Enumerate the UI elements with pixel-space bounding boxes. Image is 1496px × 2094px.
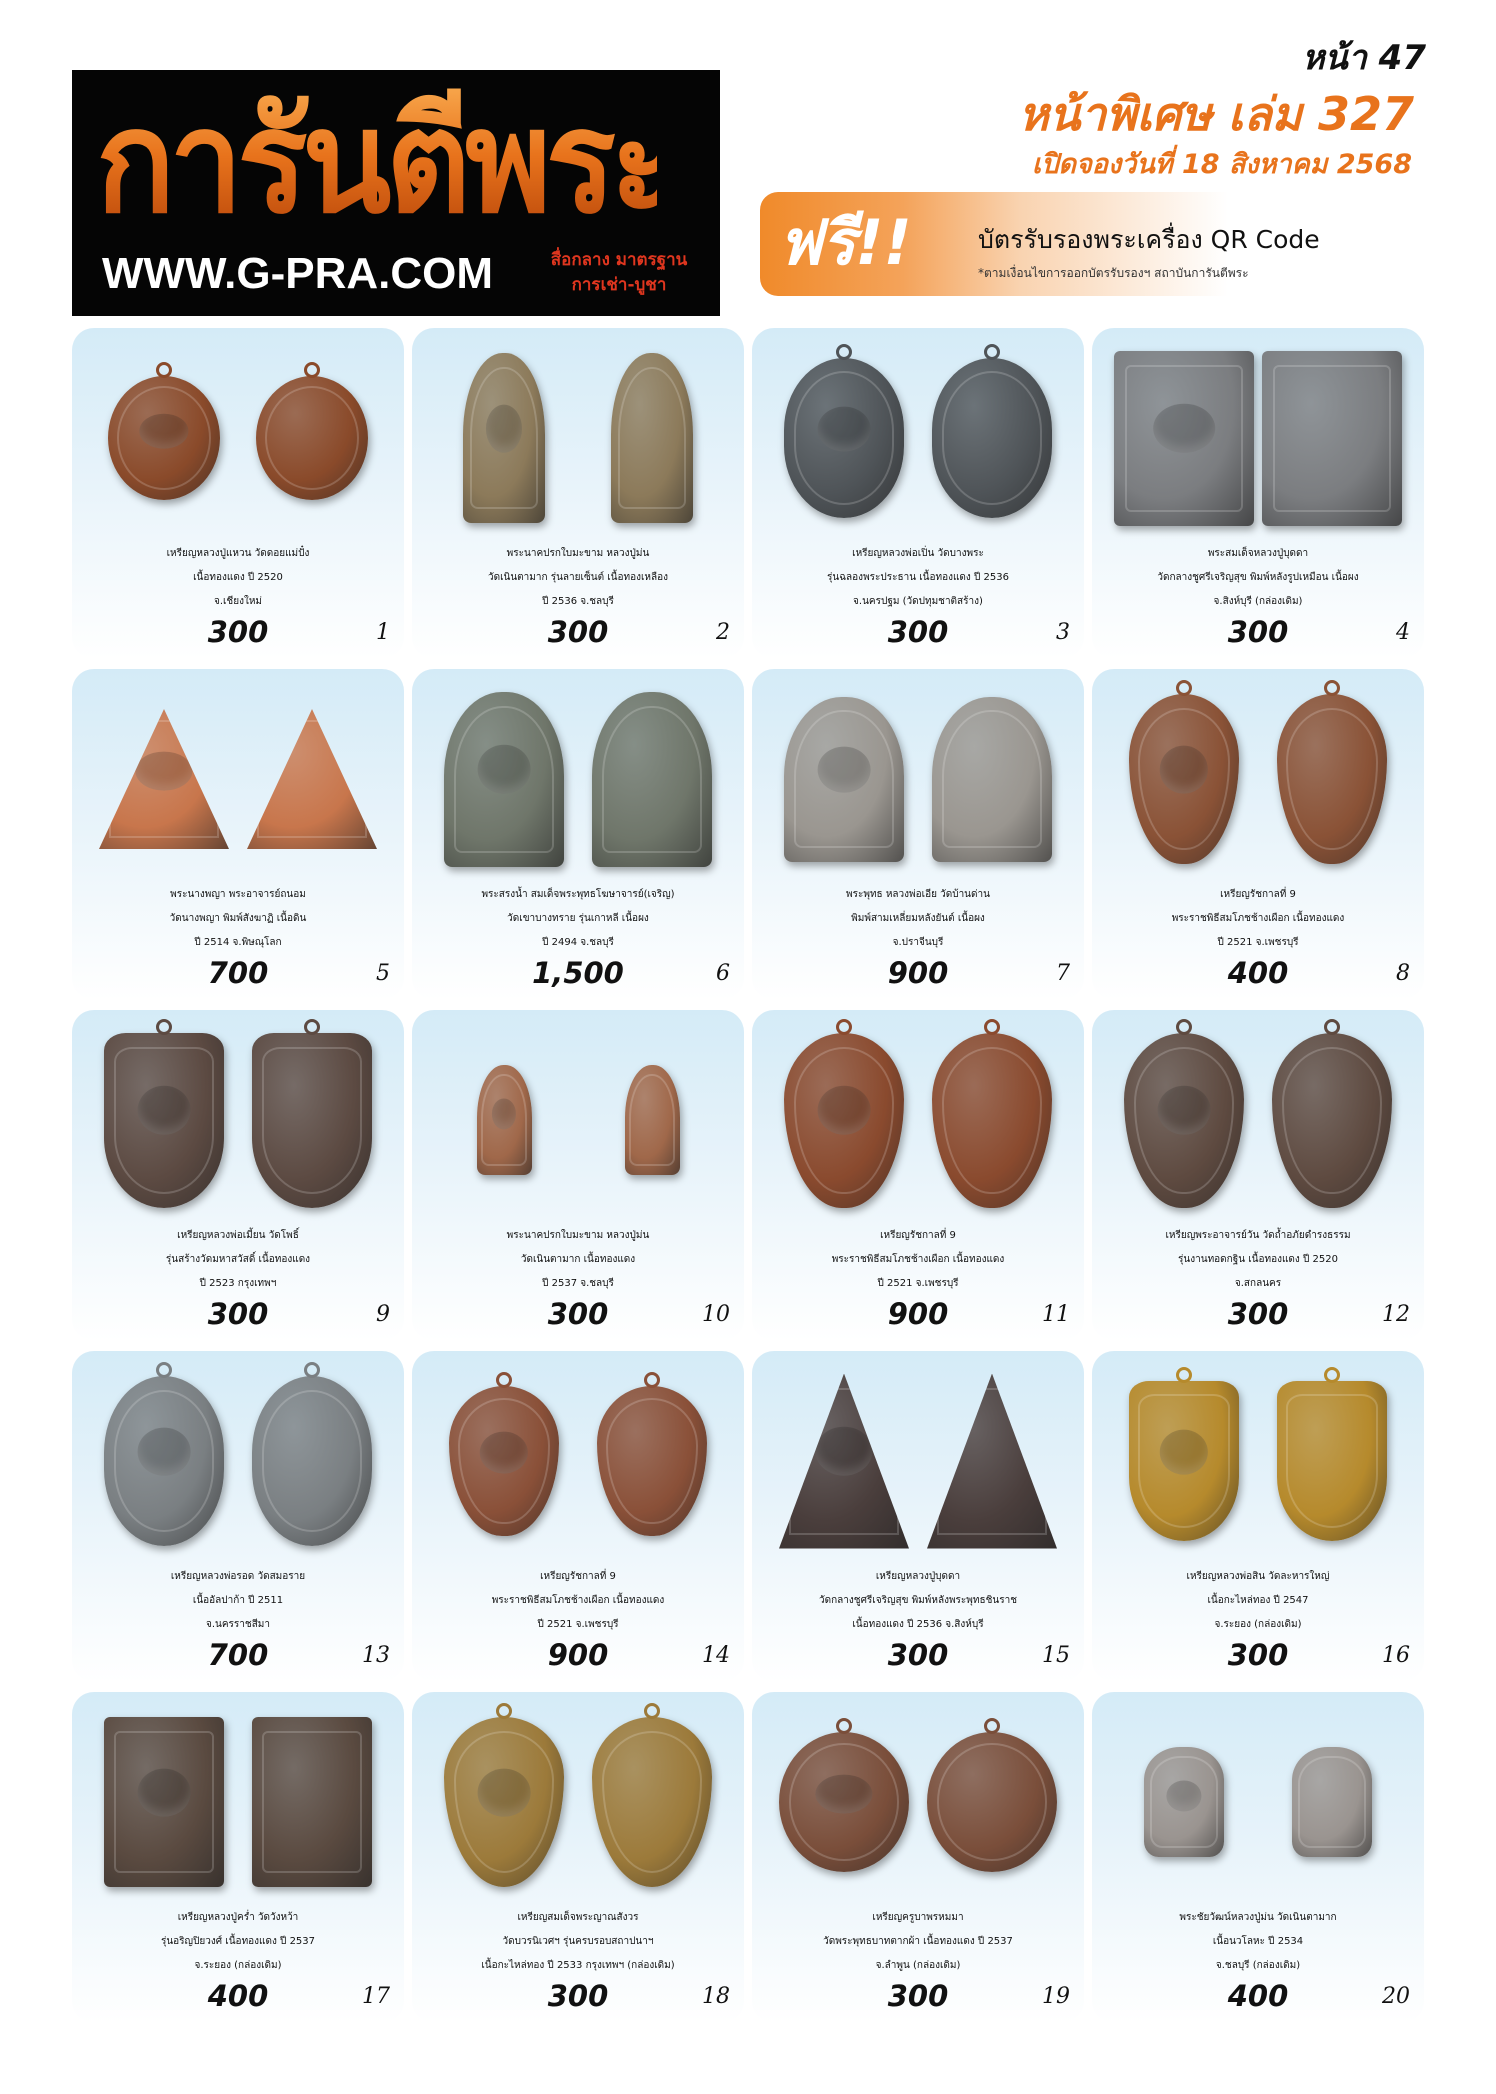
amulet-detail-line: พิมพ์สามเหลี่ยมหลังยันต์ เนื้อผง (851, 913, 985, 924)
amulet-photos (1092, 677, 1424, 867)
amulet-front-photo (784, 358, 904, 518)
amulet-detail-line: เนื้อกะไหล่ทอง ปี 2547 (1207, 1595, 1309, 1606)
amulet-price: 300 (207, 1297, 269, 1331)
amulet-photos (72, 1359, 404, 1549)
amulet-photos (72, 1018, 404, 1208)
amulet-front-photo (1129, 694, 1239, 864)
amulet-description (1098, 542, 1418, 614)
item-number: 15 (1042, 1643, 1070, 1668)
item-number: 11 (1042, 1302, 1070, 1327)
amulet-front-photo (1129, 1381, 1239, 1541)
amulet-description (418, 1906, 738, 1978)
amulet-front-photo (104, 1376, 224, 1546)
amulet-price: 300 (887, 615, 949, 649)
item-number: 7 (1056, 961, 1070, 986)
amulet-detail-line: วัดเนินตามาก รุ่นลายเซ็นต์ เนื้อทองเหลือง (487, 572, 669, 583)
amulet-description (78, 542, 398, 614)
amulet-detail-line: เนื้อทองแดง ปี 2536 จ.สิงห์บุรี (852, 1619, 984, 1630)
amulet-detail-line: รุ่นงานทอดกฐิน เนื้อทองแดง ปี 2520 (1178, 1254, 1338, 1265)
amulet-front-photo (1144, 1747, 1224, 1857)
amulet-card[interactable] (1092, 1351, 1424, 1682)
amulet-description (418, 883, 738, 955)
amulet-photos (412, 1018, 744, 1208)
item-number: 4 (1396, 620, 1410, 645)
amulet-back-photo (256, 376, 368, 500)
amulet-price: 300 (887, 1638, 949, 1672)
amulet-card[interactable] (72, 1692, 404, 2023)
amulet-description (758, 542, 1078, 614)
amulet-front-photo (784, 1033, 904, 1208)
amulet-detail-line: วัดบวรนิเวศฯ รุ่นครบรอบสถาปนาฯ (502, 1936, 654, 1947)
logo-tagline (524, 248, 714, 302)
amulet-detail-line: ปี 2514 จ.พิษณุโลก (194, 937, 282, 948)
amulet-name: เหรียญหลวงพ่อสิน วัดละหารใหญ่ (1186, 1571, 1330, 1582)
amulet-catalog-grid (72, 328, 1426, 2023)
amulet-detail-line: จ.ลำพูน (กล่องเดิม) (875, 1960, 961, 1971)
amulet-detail-line: ปี 2521 จ.เพชรบุรี (877, 1278, 959, 1289)
amulet-card[interactable] (752, 328, 1084, 659)
amulet-front-photo (108, 376, 220, 500)
amulet-name: พระชัยวัฒน์หลวงปู่ม่น วัดเนินตามาก (1179, 1912, 1337, 1923)
logo-url[interactable]: WWW.G-PRA.COM (102, 249, 494, 298)
amulet-name: เหรียญหลวงพ่อรอด วัดสมอราย (170, 1571, 306, 1582)
item-number: 2 (716, 620, 730, 645)
amulet-detail-line: รุ่นฉลองพระประธาน เนื้อทองแดง ปี 2536 (827, 572, 1009, 583)
amulet-price: 400 (207, 1979, 269, 2013)
amulet-front-photo (1124, 1033, 1244, 1208)
amulet-price: 300 (547, 1979, 609, 2013)
amulet-name: เหรียญหลวงปู่คร่ำ วัดวังหว้า (177, 1912, 299, 1923)
amulet-name: พระพุทธ หลวงพ่อเอีย วัดบ้านด่าน (846, 889, 990, 900)
amulet-price: 300 (547, 1297, 609, 1331)
amulet-description (1098, 1906, 1418, 1978)
amulet-photos (752, 1700, 1084, 1890)
amulet-photos (752, 1018, 1084, 1208)
amulet-price: 300 (887, 1979, 949, 2013)
amulet-price: 700 (207, 1638, 269, 1672)
amulet-description (758, 1906, 1078, 1978)
amulet-name: เหรียญรัชกาลที่ 9 (540, 1571, 616, 1582)
amulet-back-photo (247, 709, 377, 849)
amulet-name: เหรียญสมเด็จพระญาณสังวร (517, 1912, 639, 1923)
amulet-photos (412, 677, 744, 867)
amulet-detail-line: ปี 2521 จ.เพชรบุรี (537, 1619, 619, 1630)
amulet-card[interactable] (412, 1010, 744, 1341)
amulet-back-photo (611, 353, 693, 523)
amulet-card[interactable] (412, 1351, 744, 1682)
item-number: 20 (1382, 1984, 1410, 2009)
amulet-name: พระสมเด็จหลวงปู่บุดดา (1207, 548, 1309, 559)
amulet-detail-line: จ.ชลบุรี (กล่องเดิม) (1215, 1960, 1301, 1971)
amulet-back-photo (932, 697, 1052, 862)
amulet-description (1098, 1224, 1418, 1296)
amulet-detail-line: จ.ระยอง (กล่องเดิม) (1214, 1619, 1302, 1630)
amulet-photos (1092, 1359, 1424, 1549)
amulet-description (1098, 1565, 1418, 1637)
item-number: 13 (362, 1643, 390, 1668)
item-number: 3 (1056, 620, 1070, 645)
amulet-detail-line: จ.นครปฐม (วัดปทุมชาติสร้าง) (853, 596, 983, 607)
amulet-description (758, 883, 1078, 955)
free-certificate-banner (760, 192, 1410, 296)
amulet-detail-line: วัดเนินตามาก เนื้อทองแดง (520, 1254, 636, 1265)
amulet-description (418, 1224, 738, 1296)
page-number: หน้า 47 (1302, 38, 1426, 78)
amulet-name: เหรียญหลวงพ่อเปิ่น วัดบางพระ (852, 548, 984, 559)
amulet-detail-line: ปี 2536 จ.ชลบุรี (542, 596, 614, 607)
amulet-card[interactable] (72, 1351, 404, 1682)
amulet-card[interactable] (1092, 328, 1424, 659)
amulet-detail-line: เนื้อกะไหล่ทอง ปี 2533 กรุงเทพฯ (กล่องเดิม) (481, 1960, 675, 1971)
amulet-card[interactable] (1092, 1010, 1424, 1341)
amulet-card[interactable] (72, 1010, 404, 1341)
amulet-photos (72, 336, 404, 526)
amulet-front-photo (104, 1717, 224, 1887)
amulet-price: 300 (207, 615, 269, 649)
amulet-detail-line: ปี 2494 จ.ชลบุรี (542, 937, 614, 948)
amulet-photos (752, 677, 1084, 867)
amulet-card[interactable] (752, 669, 1084, 1000)
amulet-photos (1092, 336, 1424, 526)
amulet-back-photo (592, 692, 712, 867)
amulet-description (78, 883, 398, 955)
item-number: 5 (376, 961, 390, 986)
amulet-price: 900 (547, 1638, 609, 1672)
amulet-back-photo (252, 1376, 372, 1546)
amulet-photos (72, 677, 404, 867)
amulet-detail-line: จ.ปราจีนบุรี (892, 937, 944, 948)
amulet-card[interactable] (1092, 669, 1424, 1000)
amulet-name: เหรียญหลวงพ่อเมี้ยน วัดโพธิ์ (177, 1230, 299, 1241)
amulet-photos (1092, 1700, 1424, 1890)
amulet-description (758, 1224, 1078, 1296)
amulet-front-photo (463, 353, 545, 523)
item-number: 10 (702, 1302, 730, 1327)
amulet-back-photo (1272, 1033, 1392, 1208)
amulet-detail-line: รุ่นสร้างวัดมหาสวัสดิ์ เนื้อทองแดง (165, 1254, 311, 1265)
amulet-description (418, 1565, 738, 1637)
amulet-back-photo (927, 1374, 1057, 1549)
amulet-detail-line: จ.สกลนคร (1234, 1278, 1282, 1289)
amulet-detail-line: ปี 2521 จ.เพชรบุรี (1217, 937, 1299, 948)
amulet-description (78, 1224, 398, 1296)
amulet-back-photo (597, 1386, 707, 1536)
amulet-price: 300 (547, 615, 609, 649)
amulet-front-photo (99, 709, 229, 849)
amulet-photos (752, 336, 1084, 526)
amulet-front-photo (779, 1732, 909, 1872)
logo-title: การันตีพระ (96, 80, 676, 245)
amulet-front-photo (449, 1386, 559, 1536)
amulet-detail-line: เนื้อนวโลหะ ปี 2534 (1212, 1936, 1304, 1947)
logo-tagline-line-1: สื่อกลาง มาตรฐาน (550, 250, 688, 270)
item-number: 14 (702, 1643, 730, 1668)
amulet-back-photo (592, 1717, 712, 1887)
amulet-back-photo (932, 1033, 1052, 1208)
amulet-description (1098, 883, 1418, 955)
amulet-name: เหรียญครูบาพรหมมา (872, 1912, 964, 1923)
amulet-price: 1,500 (532, 956, 624, 990)
amulet-name: พระสรงน้ำ สมเด็จพระพุทธโฆษาจารย์(เจริญ) (481, 889, 675, 900)
item-number: 19 (1042, 1984, 1070, 2009)
amulet-card[interactable] (1092, 1692, 1424, 2023)
amulet-back-photo (1262, 351, 1402, 526)
item-number: 1 (376, 620, 390, 645)
amulet-card[interactable] (412, 669, 744, 1000)
amulet-front-photo (477, 1065, 532, 1175)
amulet-description (758, 1565, 1078, 1637)
amulet-back-photo (252, 1033, 372, 1208)
amulet-back-photo (1292, 1747, 1372, 1857)
amulet-description (78, 1565, 398, 1637)
amulet-detail-line: พระราชพิธีสมโภชช้างเผือก เนื้อทองแดง (831, 1254, 1005, 1265)
item-number: 18 (702, 1984, 730, 2009)
amulet-photos (412, 1359, 744, 1549)
publication-logo (72, 70, 720, 316)
amulet-detail-line: วัดกลางชูศรีเจริญสุข พิมพ์หลังพระพุทธชินราช (819, 1595, 1017, 1606)
logo-tagline-line-2: การเช่า-บูชา (571, 275, 667, 295)
amulet-detail-line: วัดนางพญา พิมพ์สังฆาฏิ เนื้อดิน (169, 913, 307, 924)
amulet-card[interactable] (412, 328, 744, 659)
amulet-photos (412, 1700, 744, 1890)
amulet-photos (752, 1359, 1084, 1549)
amulet-front-photo (784, 697, 904, 862)
amulet-price: 300 (1227, 1638, 1289, 1672)
amulet-detail-line: พระราชพิธีสมโภชช้างเผือก เนื้อทองแดง (1171, 913, 1345, 924)
amulet-price: 900 (887, 1297, 949, 1331)
amulet-name: เหรียญรัชกาลที่ 9 (1220, 889, 1296, 900)
amulet-name: เหรียญพระอาจารย์วัน วัดถ้ำอภัยดำรงธรรม (1165, 1230, 1351, 1241)
amulet-price: 700 (207, 956, 269, 990)
amulet-detail-line: จ.เชียงใหม่ (213, 596, 263, 607)
amulet-front-photo (1114, 351, 1254, 526)
amulet-detail-line: ปี 2537 จ.ชลบุรี (542, 1278, 614, 1289)
free-label: ฟรี!! (778, 206, 912, 279)
amulet-price: 300 (1227, 615, 1289, 649)
item-number: 17 (362, 1984, 390, 2009)
item-number: 16 (1382, 1643, 1410, 1668)
special-issue-title: หน้าพิเศษ เล่ม 327 (1018, 87, 1414, 141)
amulet-back-photo (932, 358, 1052, 518)
amulet-front-photo (444, 692, 564, 867)
amulet-name: เหรียญรัชกาลที่ 9 (880, 1230, 956, 1241)
amulet-description (78, 1906, 398, 1978)
amulet-front-photo (779, 1374, 909, 1549)
amulet-name: พระนาคปรกใบมะขาม หลวงปู่ม่น (506, 548, 650, 559)
amulet-card[interactable] (752, 1010, 1084, 1341)
amulet-detail-line: จ.สิงห์บุรี (กล่องเดิม) (1213, 596, 1303, 607)
amulet-detail-line: จ.ระยอง (กล่องเดิม) (194, 1960, 282, 1971)
amulet-card[interactable] (752, 1351, 1084, 1682)
free-offer-text: บัตรรับรองพระเครื่อง QR Code (978, 225, 1320, 254)
free-offer-note: *ตามเงื่อนไขการออกบัตรรับรองฯ สถาบันการันตีพระ (978, 266, 1249, 280)
amulet-name: พระนาคปรกใบมะขาม หลวงปู่ม่น (506, 1230, 650, 1241)
amulet-card[interactable] (412, 1692, 744, 2023)
booking-open-date: เปิดจองวันที่ 18 สิงหาคม 2568 (1032, 149, 1412, 180)
amulet-back-photo (1277, 1381, 1387, 1541)
amulet-price: 400 (1227, 1979, 1289, 2013)
amulet-detail-line: เนื้ออัลปาก้า ปี 2511 (192, 1595, 284, 1606)
amulet-card[interactable] (72, 328, 404, 659)
amulet-card[interactable] (72, 669, 404, 1000)
amulet-name: เหรียญหลวงปู่แหวน วัดดอยแม่ปั๋ง (166, 548, 310, 559)
amulet-photos (1092, 1018, 1424, 1208)
amulet-price: 400 (1227, 956, 1289, 990)
item-number: 12 (1382, 1302, 1410, 1327)
amulet-front-photo (104, 1033, 224, 1208)
amulet-photos (412, 336, 744, 526)
amulet-detail-line: เนื้อทองแดง ปี 2520 (193, 572, 283, 583)
amulet-detail-line: รุ่นอริญปิยวงศ์ เนื้อทองแดง ปี 2537 (160, 1936, 316, 1947)
amulet-photos (72, 1700, 404, 1890)
amulet-back-photo (625, 1065, 680, 1175)
amulet-name: พระนางพญา พระอาจารย์ถนอม (170, 889, 306, 900)
amulet-back-photo (1277, 694, 1387, 864)
amulet-detail-line: จ.นครราชสีมา (205, 1619, 271, 1630)
item-number: 8 (1396, 961, 1410, 986)
amulet-detail-line: วัดเขาบางทราย รุ่นเกาหลี เนื้อผง (507, 913, 649, 924)
amulet-price: 900 (887, 956, 949, 990)
amulet-card[interactable] (752, 1692, 1084, 2023)
amulet-description (418, 542, 738, 614)
amulet-detail-line: วัดพระพุทธบาทตากผ้า เนื้อทองแดง ปี 2537 (823, 1936, 1013, 1947)
amulet-detail-line: วัดกลางชูศรีเจริญสุข พิมพ์หลังรูปเหมือน เนื้อผง (1157, 572, 1359, 583)
amulet-back-photo (927, 1732, 1057, 1872)
amulet-detail-line: ปี 2523 กรุงเทพฯ (199, 1278, 277, 1289)
item-number: 9 (376, 1302, 390, 1327)
amulet-name: เหรียญหลวงปู่บุดดา (875, 1571, 961, 1582)
amulet-price: 300 (1227, 1297, 1289, 1331)
amulet-front-photo (444, 1717, 564, 1887)
amulet-detail-line: พระราชพิธีสมโภชช้างเผือก เนื้อทองแดง (491, 1595, 665, 1606)
amulet-back-photo (252, 1717, 372, 1887)
item-number: 6 (716, 961, 730, 986)
